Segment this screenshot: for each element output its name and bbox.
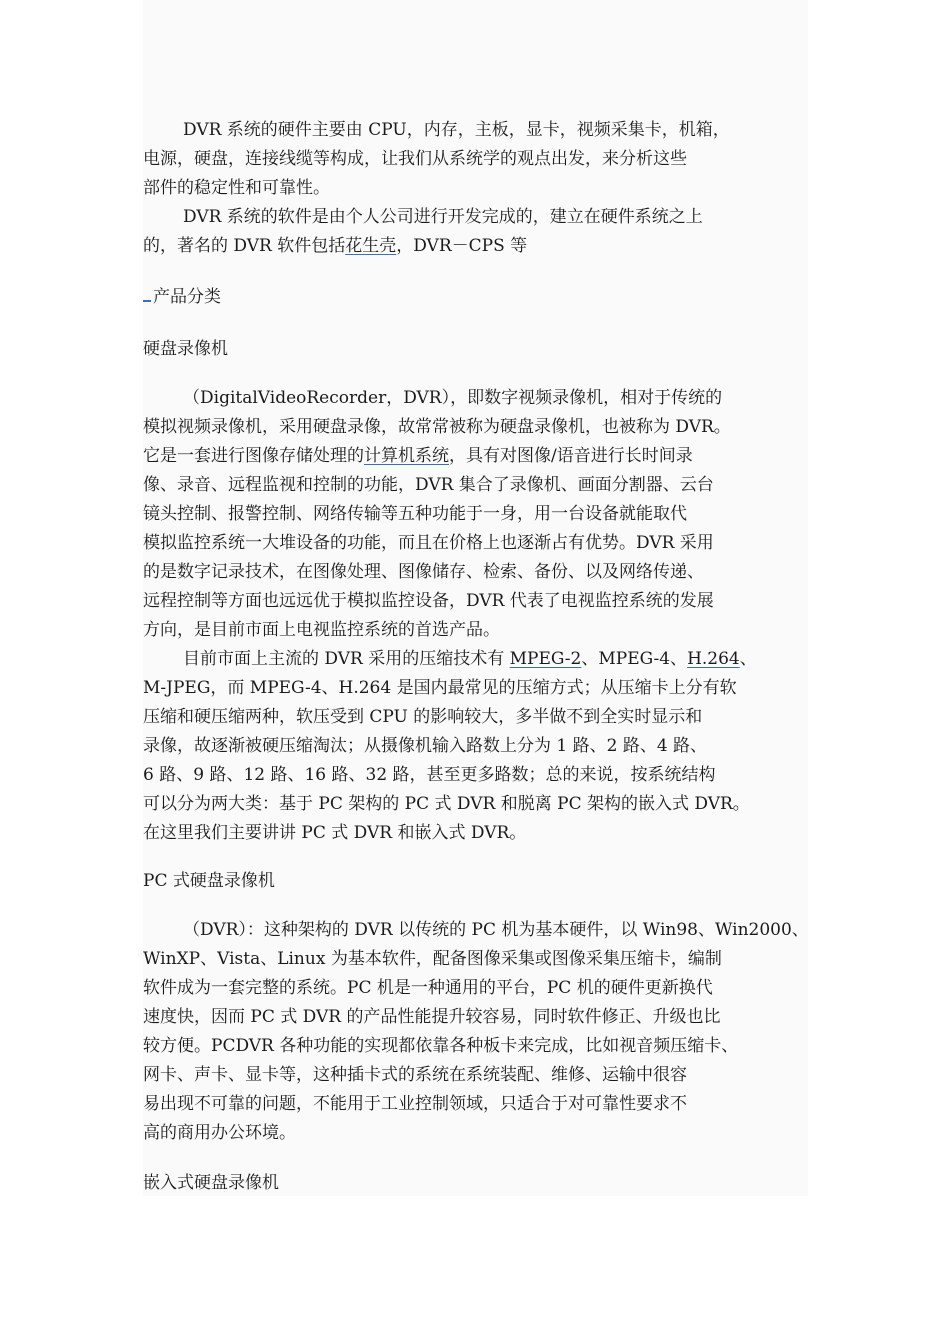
text-line: （DVR）：这种架构的 DVR 以传统的 PC 机为基本硬件，以 Win98、Win2000、 (183, 920, 809, 940)
text-line: WinXP、Vista、Linux 为基本软件，配备图像采集或图像采集压缩卡，编制 (143, 949, 722, 969)
text-line: 软件成为一套完整的系统。PC 机是一种通用的平台，PC 机的硬件更新换代 (143, 978, 713, 998)
text-segment: 目前市面上主流的 DVR 采用的压缩技术有 (183, 649, 510, 669)
text-line: 高的商用办公环境。 (143, 1123, 296, 1143)
text-line: DVR 系统的硬件主要由 CPU，内存，主板，显卡，视频采集卡，机箱， (183, 120, 730, 140)
text-line (143, 442, 808, 471)
text-line (143, 232, 808, 261)
heading-text: 产品分类 (153, 287, 221, 307)
text-line: 在这里我们主要讲讲 PC 式 DVR 和嵌入式 DVR。 (143, 823, 527, 843)
text-line: DVR 系统的软件是由个人公司进行开发完成的，建立在硬件系统之上 (183, 207, 703, 227)
text-line: 易出现不可靠的问题，不能用于工业控制领域，只适合于对可靠性要求不 (143, 1094, 687, 1114)
text-line: 模拟视频录像机，采用硬盘录像，故常常被称为硬盘录像机，也被称为 DVR。 (143, 417, 731, 437)
anchor-marker (143, 284, 151, 302)
paragraph-compression (143, 645, 808, 848)
paragraph-dvr-intro (143, 384, 808, 645)
text-line: 方向，是目前市面上电视监控系统的首选产品。 (143, 620, 500, 640)
text-line: M-JPEG，而 MPEG-4、H.264 是国内最常见的压缩方式；从压缩卡上分有软 (143, 678, 737, 698)
text-line: 录像，故逐渐被硬压缩淘汰；从摄像机输入路数上分为 1 路、2 路、4 路、 (143, 736, 708, 756)
text-segment: 的，著名的 DVR 软件包括 (143, 236, 346, 256)
text-segment: 、MPEG-4、 (581, 649, 688, 669)
text-segment: 它是一套进行图像存储处理的 (143, 446, 364, 466)
text-line: （DigitalVideoRecorder，DVR），即数字视频录像机，相对于传统的 (183, 388, 723, 408)
section-heading-pc-dvr: PC 式硬盘录像机 (143, 871, 275, 891)
text-line: 电源，硬盘，连接线缆等构成，让我们从系统学的观点出发，来分析这些 (143, 149, 687, 169)
link-huashengke[interactable]: 花生壳 (345, 236, 397, 256)
text-segment: ，DVR－CPS 等 (396, 236, 528, 256)
text-line: 网卡、声卡、显卡等，这种插卡式的系统在系统装配、维修、运输中很容 (143, 1065, 687, 1085)
text-segment: ，具有对图像/语音进行长时间录 (449, 446, 693, 466)
paragraph-hardware (143, 116, 808, 203)
text-line: 部件的稳定性和可靠性。 (143, 178, 330, 198)
link-computer-system[interactable]: 计算机系统 (364, 446, 449, 466)
text-segment: 、 (739, 649, 757, 669)
text-line: 远程控制等方面也远远优于模拟监控设备，DVR 代表了电视监控系统的发展 (143, 591, 714, 611)
section-heading-embedded-dvr: 嵌入式硬盘录像机 (143, 1173, 279, 1193)
text-line: 模拟监控系统一大堆设备的功能，而且在价格上也逐渐占有优势。DVR 采用 (143, 533, 714, 553)
text-line: 速度快，因而 PC 式 DVR 的产品性能提升较容易，同时软件修正、升级也比 (143, 1007, 721, 1027)
text-line: 压缩和硬压缩两种，软压受到 CPU 的影响较大，多半做不到全实时显示和 (143, 707, 703, 727)
text-line: 镜头控制、报警控制、网络传输等五种功能于一身，用一台设备就能取代 (143, 504, 687, 524)
text-line: 像、录音、远程监视和控制的功能，DVR 集合了录像机、画面分割器、云台 (143, 475, 714, 495)
document-page (143, 0, 808, 1196)
paragraph-software (143, 203, 808, 261)
text-line (143, 645, 808, 674)
text-line: 的是数字记录技术，在图像处理、图像储存、检索、备份、以及网络传递、 (143, 562, 704, 582)
section-heading-category (143, 283, 221, 312)
link-h264[interactable]: H.264 (687, 649, 740, 669)
link-mpeg2[interactable]: MPEG-2 (509, 649, 582, 669)
text-line: 较方便。PCDVR 各种功能的实现都依靠各种板卡来完成，比如视音频压缩卡、 (143, 1036, 739, 1056)
text-line: 6 路、9 路、12 路、16 路、32 路，甚至更多路数；总的来说，按系统结构 (143, 765, 716, 785)
text-line: 可以分为两大类：基于 PC 架构的 PC 式 DVR 和脱离 PC 架构的嵌入式 DVR。 (143, 794, 750, 814)
section-heading-dvr: 硬盘录像机 (143, 339, 228, 359)
paragraph-pc-dvr (143, 916, 808, 1148)
